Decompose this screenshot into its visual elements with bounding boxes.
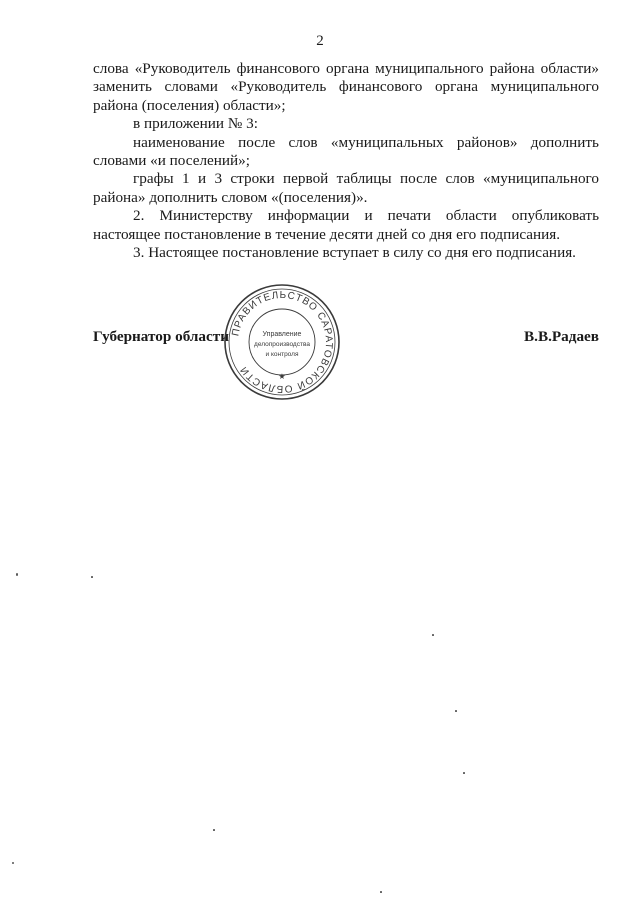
document-body [93, 60, 599, 262]
paragraph-title-amendment: наименование после слов «муниципальных районов» дополнить словами «и поселений»; [93, 133, 599, 170]
paragraph-renaming-clause: слова «Руководитель финансового органа муниципального района области» заменить словами «Руководитель финансового органа муниципального района (поселения) области»; [93, 60, 599, 114]
seal-ring-text: ПРАВИТЕЛЬСТВО САРАТОВСКОЙ ОБЛАСТИ [230, 289, 335, 395]
signatory-title: Губернатор области [93, 328, 229, 345]
seal-inner-line-3: и контроля [265, 351, 299, 358]
scan-speck [16, 573, 18, 576]
scan-speck [380, 891, 382, 893]
paragraph-effective-date: 3. Настоящее постановление вступает в силу со дня его подписания. [133, 244, 576, 262]
seal-star-icon: ★ [278, 372, 286, 381]
page-number: 2 [316, 33, 324, 49]
paragraph-appendix-3: в приложении № 3: [133, 115, 258, 133]
scan-speck [463, 772, 465, 774]
scan-speck [432, 634, 434, 636]
official-seal-stamp [222, 282, 342, 402]
seal-inner-line-1: Управление [262, 331, 302, 338]
scan-speck [91, 576, 93, 578]
paragraph-publication-order: 2. Министерству информации и печати области опубликовать настоящее постановление в течение десяти дней со дня его подписания. [93, 207, 599, 243]
scan-speck [12, 862, 14, 864]
signatory-name: В.В.Радаев [524, 328, 599, 345]
scan-speck [455, 710, 457, 712]
scan-speck [213, 829, 215, 831]
paragraph-table-amendment: графы 1 и 3 строки первой таблицы после слов «муниципального района» дополнить словом «(поселения)». [93, 170, 599, 206]
seal-inner-line-2: делопроизводства [254, 341, 310, 348]
